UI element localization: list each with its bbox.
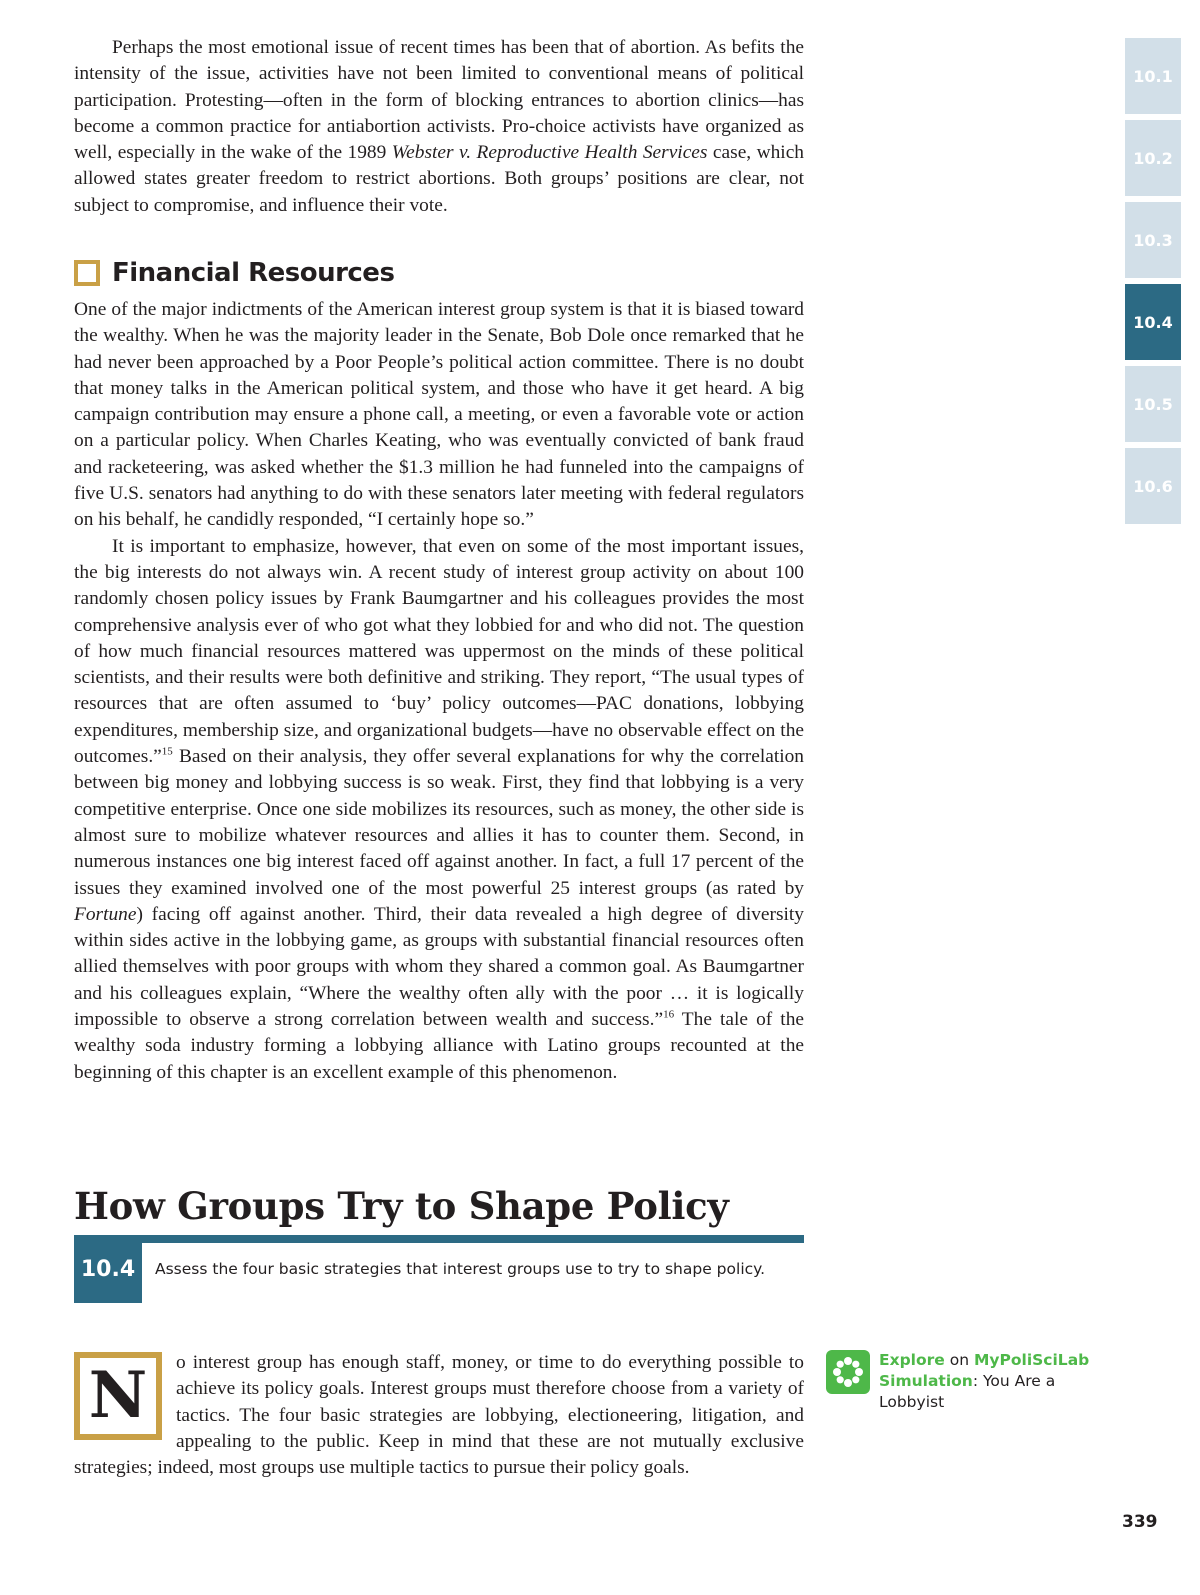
text-span: Based on their analysis, they offer several explanations for why the correlation between big money and lobbying success is so weak. First, they find that lobbying is a very competitive enterprise. Once one side mobilizes its resources, such as money, the other side is almost sure to mobilize whatever resources and allies it has to counter them. Second, in numerous instances one big interest faced off against another. In fact, a full 17 percent of the issues they examined involved one of the most powerful 25 interest groups (as rated by (74, 746, 804, 899)
chapter-section-tabs (1125, 38, 1181, 530)
text-span: It is important to emphasize, however, that even on some of the most important issues, the big interests do not always win. A recent study of interest group activity on about 100 randomly chosen policy issues by Frank Baumgartner and his colleagues provides the most comprehensive analysis ever of who got what they lobbied for and who did not. The question of how much financial resources mattered was uppermost on the minds of these political scientists, and their results were both definitive and striking. They report, “The usual types of resources that are often assumed to ‘buy’ policy outcomes—PAC donations, lobbying expenditures, membership size, and organizational budgets—have no observable effect on the outcomes.” (74, 535, 804, 768)
gear-flower-icon (826, 1350, 870, 1394)
platform-name: MyPoliSciLab (973, 1351, 1090, 1369)
text-span: on (944, 1351, 974, 1369)
explore-word: Explore (879, 1351, 945, 1369)
text-span: case, which allowed states greater freedom to restrict abortions. Both groups’ positions are clear, not subject to compromise, and influence their vote. (74, 142, 804, 216)
tab-10-5[interactable]: 10.5 (1125, 366, 1181, 442)
section-intro-paragraph (74, 1350, 804, 1481)
footnote-ref[interactable]: 16 (663, 1008, 675, 1021)
section-title: How Groups Try to Shape Policy (74, 1184, 729, 1228)
explore-callout[interactable] (826, 1350, 1116, 1413)
text-span: The tale of the wealthy soda industry forming a lobbying alliance with Latino groups recounted at the beginning of this chapter is an excellent example of this phenomenon. (74, 1009, 804, 1083)
text-span: : (972, 1372, 979, 1390)
intro-paragraph (74, 35, 804, 219)
tab-10-2[interactable]: 10.2 (1125, 120, 1181, 196)
explore-label[interactable] (879, 1350, 1116, 1413)
paragraph-body: o interest group has enough staff, money, or time to do everything possible to achieve its policy goals. Interest groups must therefore choose from a variety of tactics. The four basic strategies are lobbying, electioneering, litigation, and appealing to the public. Keep in mind that these are not mutually exclusive strategies; indeed, most groups use multiple tactics to pursue their policy goals. (74, 1352, 804, 1479)
paragraph: One of the major indictments of the American interest group system is that it is biased toward the wealthy. When he was the majority leader in the Senate, Bob Dole once remarked that he had never been approached by a Poor People’s political action committee. There is no doubt that money talks in the American political system, and those who have it get heard. A big campaign contribution may ensure a phone call, a meeting, or even a favorable vote or action on a particular policy. When Charles Keating, who was eventually convicted of bank fraud and racketeering, was asked whether the $1.3 million he had funneled into the campaigns of five U.S. senators had anything to do with these senators later meeting with federal regulators on his behalf, he candidly responded, “I certainly hope so.” (74, 299, 804, 531)
text-span: Perhaps the most emotional issue of recent times has been that of abortion. As befits the intensity of the issue, activities have not been limited to conventional means of political participation. Protesting—often in the form of blocking entrances to abortion clinics—has become a common practice for antiabortion activists. Pro-choice activists have organized as well, especially in the wake of the 1989 (74, 37, 804, 164)
dropcap-letter: N (74, 1352, 162, 1440)
paragraph (74, 534, 804, 1086)
objective-badge: 10.4 (74, 1235, 142, 1303)
text-span: ) facing off against another. Third, their data revealed a high degree of diversity within sides active in the lobbying game, as groups with substantial financial resources often allied themselves with poor groups with whom they shared a common goal. As Baumgartner and his colleagues explain, “Where the wealthy often ally with the poor … it is logically impossible to observe a strong correlation between wealth and success.” (74, 903, 804, 1031)
tab-10-6[interactable]: 10.6 (1125, 448, 1181, 524)
section-subheading: Financial Resources (112, 258, 395, 288)
activity-name: You Are a Lobbyist (879, 1372, 1056, 1411)
tab-10-3[interactable]: 10.3 (1125, 202, 1181, 278)
activity-type: Simulation (879, 1372, 973, 1390)
magazine-name: Fortune (74, 903, 137, 925)
tab-10-1[interactable]: 10.1 (1125, 38, 1181, 114)
learning-objective: Assess the four basic strategies that interest groups use to try to shape policy. (155, 1260, 766, 1278)
page-number: 339 (1122, 1512, 1158, 1532)
footnote-ref[interactable]: 15 (161, 745, 173, 758)
title-rule (74, 1235, 804, 1243)
square-bullet-icon (74, 260, 100, 286)
tab-10-4[interactable]: 10.4 (1125, 284, 1181, 360)
financial-resources-heading (74, 256, 394, 290)
case-name: Webster v. Reproductive Health Services (391, 142, 708, 164)
intro-text-block (74, 35, 804, 219)
financial-resources-text (74, 297, 804, 1086)
